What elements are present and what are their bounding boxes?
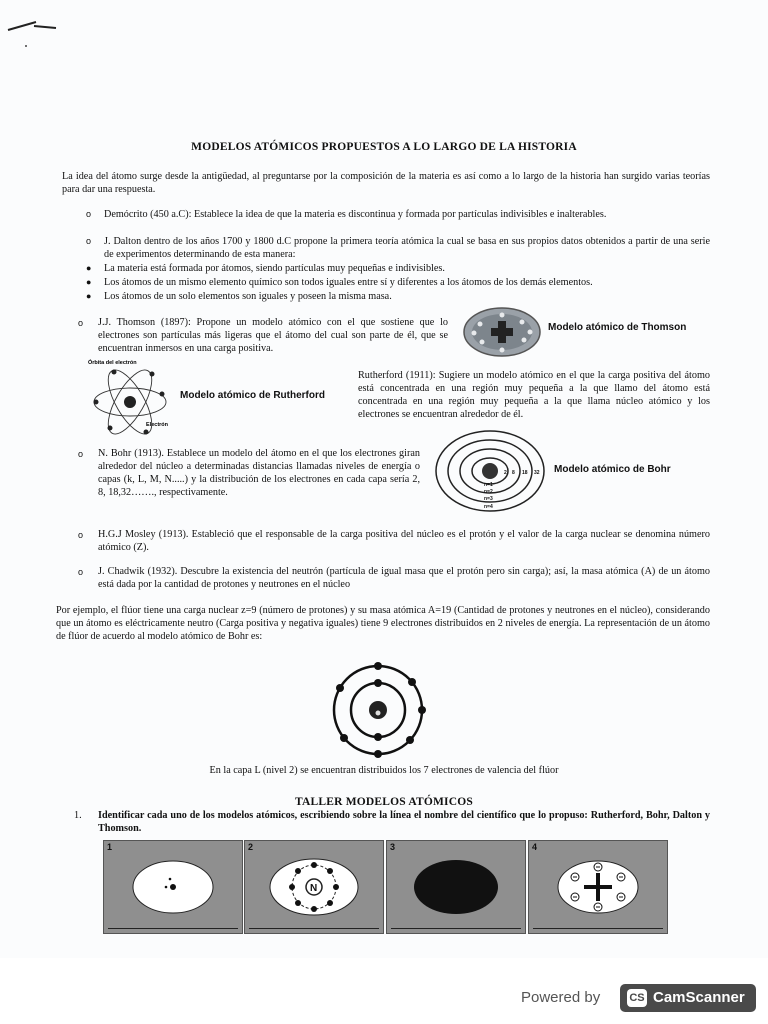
rutherford-caption: Modelo atómico de Rutherford — [180, 390, 325, 401]
bullet-marker: o — [86, 236, 92, 246]
camscanner-brand: CamScanner — [653, 989, 745, 1006]
bullet-marker: o — [78, 567, 84, 577]
solid-sphere-figure — [387, 841, 525, 933]
rutherford-model-figure — [86, 356, 176, 440]
democrito-text: Demócrito (450 a.C): Establece la idea de que la materia es discontinua y formada por partículas indivisibles e inalterables. — [104, 209, 607, 220]
panel-number: 3 — [390, 842, 396, 852]
dalton-point-3: Los átomos de un solo elementos son iguales y poseen la misma masa. — [104, 291, 392, 302]
question-number: 1. — [74, 810, 82, 821]
bullet-marker: o — [86, 209, 92, 219]
bullet-marker: o — [78, 318, 84, 328]
rutherford-orbit-label: Órbita del electrón — [88, 360, 137, 366]
fluor-example-paragraph: Por ejemplo, el flúor tiene una carga nuclear z=9 (número de protones) y su masa atómica A=19 (Cantidad de protones y neutrones en el núcleo), considerando que un átomo es eléctricamente neutro (Carga positiva y negativa iguales) tiene 9 electrones distribuidos en 2 niveles de energía. La representación de un átomo de flúor de acuerdo al modelo atómico de Bohr es: — [56, 605, 710, 642]
thomson-text: J.J. Thomson (1897): Propone un modelo atómico con el que sostiene que lo electrones son partículas más ligeras que el átomo del cual son parte de él, que se encuentran inmersos en una carga positiva. — [98, 317, 448, 354]
bullet-marker: o — [78, 530, 84, 540]
thomson-caption: Modelo atómico de Thomson — [548, 322, 687, 333]
answer-line[interactable] — [391, 928, 521, 929]
dalton-point-1: La materia está formada por átomos, siendo partículas muy pequeñas e indivisibles. — [104, 263, 445, 274]
panel-number: 2 — [248, 842, 254, 852]
model-panel-3 — [386, 840, 526, 934]
bohr-shell-count: 32 — [534, 470, 540, 476]
thomson-model-figure — [462, 306, 544, 358]
bohr-shell-count: 2 — [504, 470, 507, 476]
bohr-level-label: n=2 — [484, 489, 493, 495]
taller-question-1: Identificar cada uno de los modelos atómicos, escribiendo sobre la línea el nombre del científico que lo propuso: Rutherford, Bohr, Dalton y Thomson. — [98, 810, 710, 834]
mosley-text: H.G.J Mosley (1913). Estableció que el responsable de la carga positiva del núcleo es el protón y el valor de la carga nuclear se denomina número atómico (Z). — [98, 529, 710, 553]
bohr-level-label: n=1 — [484, 482, 493, 488]
rutherford-electron-label: Electrón — [146, 422, 169, 428]
answer-line[interactable] — [108, 928, 238, 929]
camscanner-logo-icon: CS — [627, 989, 647, 1007]
rutherford-text: Rutherford (1911): Sugiere un modelo atómico en el que la carga positiva del átomo está concentrada en una región muy pequeña a la que llamo del átomo está concentrada en una región muy pequeña a la que llama núcleo atómico y los electrones se encuentran alrededor de él. — [358, 370, 710, 420]
powered-by-label: Powered by — [521, 989, 601, 1006]
model-panel-2 — [244, 840, 384, 934]
model-panel-1 — [103, 840, 243, 934]
panel-number: 4 — [532, 842, 538, 852]
page-title: MODELOS ATÓMICOS PROPUESTOS A LO LARGO DE LA HISTORIA — [191, 141, 577, 153]
bohr-text: N. Bohr (1913). Establece un modelo del átomo en el que los electrones giran alrededor del núcleo a determinadas distancias llamadas niveles de energía o capas (k, L, M, N.....) y la distribución de los electrones en cada capa sería 2, 8, 18,32……., respectivamente. — [98, 448, 420, 498]
bohr-caption: Modelo atómico de Bohr — [554, 464, 671, 475]
dalton-point-2: Los átomos de un mismo elemento químico son todos iguales entre sí y diferentes a los átomos de los demás elementos. — [104, 277, 593, 288]
dot-bullet: ● — [86, 277, 92, 287]
model-panel-4 — [528, 840, 668, 934]
taller-title: TALLER MODELOS ATÓMICOS — [295, 796, 473, 808]
answer-line[interactable] — [249, 928, 379, 929]
dalton-text: J. Dalton dentro de los años 1700 y 1800 d.C propone la primera teoría atómica la cual se basa en sus propios datos obtenidos a partir de una serie de experimentos determinando de esta manera: — [104, 236, 710, 260]
rutherford-panel-figure — [245, 841, 383, 933]
bohr-shell-count: 18 — [522, 470, 528, 476]
dot-bullet: ● — [86, 263, 92, 273]
bohr-model-figure — [434, 428, 546, 514]
intro-paragraph: La idea del átomo surge desde la antigüedad, al preguntarse por la composición de la materia es así como a lo largo de la historia han surgido varias teorías para dar una respuesta. — [62, 171, 710, 195]
chadwick-text: J. Chadwik (1932). Descubre la existencia del neutrón (partícula de igual masa que el protón pero sin carga); así, la masa atómica (A) de un átomo está dada por la cantidad de protones y neutrones en el núcleo — [98, 566, 710, 590]
fluor-bohr-figure — [328, 660, 428, 760]
pen-mark — [6, 14, 66, 54]
bohr-shell-count: 8 — [512, 470, 515, 476]
thomson-panel-figure — [529, 841, 667, 933]
bohr-level-label: n=4 — [484, 504, 493, 510]
answer-line[interactable] — [533, 928, 663, 929]
bohr-level-label: n=3 — [484, 496, 493, 502]
dalton-sphere-figure — [104, 841, 242, 933]
panel-number: 1 — [107, 842, 113, 852]
fluor-caption: En la capa L (nivel 2) se encuentran distribuidos los 7 electrones de valencia del flúor — [209, 765, 559, 776]
bullet-marker: o — [78, 449, 84, 459]
nucleus-label: N — [310, 883, 318, 894]
dot-bullet: ● — [86, 291, 92, 301]
